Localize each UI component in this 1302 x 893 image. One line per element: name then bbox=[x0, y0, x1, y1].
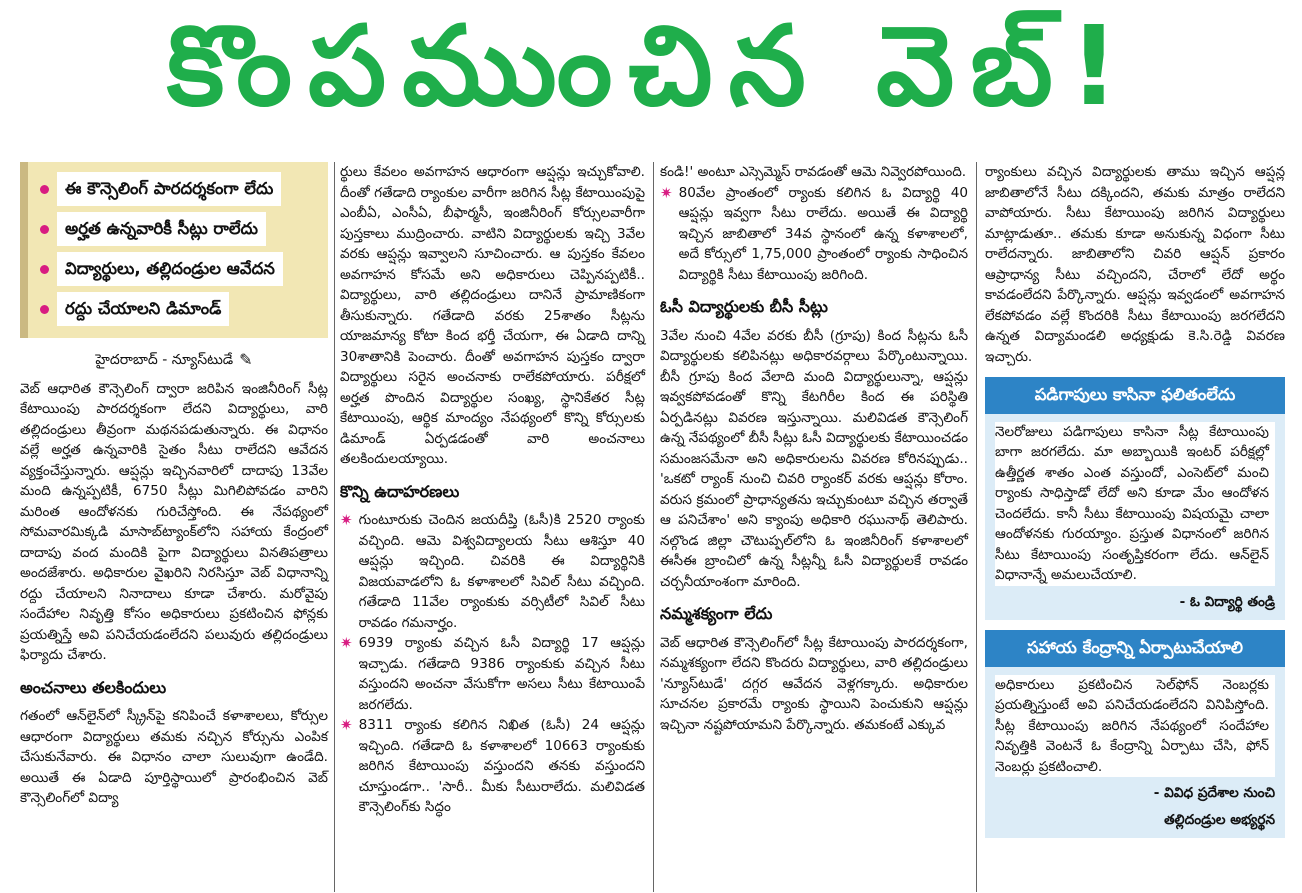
subhead: అంచనాలు తలకిందులు bbox=[20, 677, 167, 697]
paragraph: వెబ్ ఆధారిత కౌన్సెలింగ్‌లో సీట్ల కేటాయింపు పారదర్శకంగా, నమ్మశక్యంగా లేదని కొందరు విద్యార్థులు, వారి తల్లిదండ్రులు 'న్యూస్‌టుడే' దగ్గర ఆవేదన వెళ్లగక్కారు. అధికారుల సూచనల ప్రకారమే ర్యాంకు స్థాయిని పెంచుకుని ఆప్షన్లు ఇచ్చినా నష్టపోయామని పేర్కొన్నారు. తమకంటే ఎక్కువ bbox=[660, 634, 968, 733]
dateline-text: హైదరాబాద్ - న్యూస్‌టుడే bbox=[95, 352, 234, 368]
subhead: కొన్ని ఉదాహరణలు bbox=[340, 481, 460, 501]
pink-dot-icon bbox=[40, 305, 49, 314]
pink-star-icon: ✷ bbox=[340, 634, 353, 652]
paragraph: గతంలో ఆన్‌లైన్‌లో స్క్రీన్‌పై కనిపించే కళాశాలలు, కోర్సుల ఆధారంగా విద్యార్థులు తమకు నచ్చిన కోర్సును ఎంపిక చేసుకునేవారు. ఈ విధానం చాలా సులువుగా ఉండేది. అయితే ఈ ఏడాది పూర్తిస్థాయిలో ప్రారంభించిన వెబ్ కౌన్సెలింగ్‌లో విద్యా bbox=[20, 708, 328, 806]
dateline bbox=[20, 350, 328, 371]
pink-dot-icon bbox=[40, 265, 49, 274]
box-signature: తల్లిదండ్రుల అభ్యర్థన bbox=[1164, 811, 1275, 828]
box-body: నెలరోజులు పడిగాపులు కాసినా సీట్ల కేటాయింపు బాగా జరగలేదు. మా అబ్బాయికి ఇంటర్ పరీక్షల్లో ఉత్తీర్ణత శాతం ఎంత వస్తుందో, ఎంసెట్‌లో మంచి ర్యాంకు సాధిస్తాడో లేదో అని కూడా మేం ఆందోళన చెందలేదు. కానీ సీటు కేటాయింపు విషయమై చాలా ఆందోళనకు గురయ్యాం. ప్రస్తుత విధానంలో జరిగిన సీటు కేటాయింపు సంతృప్తికరంగా లేదు. ఆన్‌లైన్ విధానాన్నే అమలుచేయాలి. bbox=[995, 422, 1275, 586]
column-3 bbox=[660, 162, 968, 735]
subhead: ఓసీ విద్యార్థులకు బీసీ సీట్లు bbox=[660, 297, 828, 316]
column-1 bbox=[20, 162, 328, 809]
subhead: నమ్మశక్యంగా లేదు bbox=[660, 604, 773, 623]
paragraph: 3వేల నుంచి 4వేల వరకు బీసీ (గ్రూపు) కింద సీట్లను ఓసీ విద్యార్థులకు కలిపినట్లు అధికారవర్గాలు పేర్కొంటున్నాయి. బీసీ గ్రూపు కింద వేలాది మంది విద్యార్థులున్నా, ఆప్షన్లు ఇవ్వకపోవడంతో కొన్ని కేటగిరీల కింద ఈ పరిస్థితి ఏర్పడినట్లు వివరణ ఇస్తున్నాయి. మలివిడత కౌన్సెలింగ్ ఉన్న నేపథ్యంలో బీసీ సీట్లు ఓసీ విద్యార్థులకు కేటాయించడం సమంజసమేనా అని అధికారులను వివరణ కోరినప్పుడు.. 'ఒకటో ర్యాంక్ నుంచి చివరి ర్యాంకర్ వరకు ఆప్షన్లు కోరాం. వరుస క్రమంలో ప్రాధాన్యతను ఇచ్చుకుంటూ వచ్చిన తర్వాతే ఆ పనిచేశాం' అని క్యాంపు అధికారి రఘునాథ్ తెలిపారు. నల్గొండ జిల్లా చౌటుప్పల్‌లోని ఓ ఇంజినీరింగ్ కళాశాలలో ఈసీఈ బ్రాంచిలో ఉన్న సీట్లన్నీ ఓసీ విద్యార్థులకే రావడం చర్చనీయాంశంగా మారింది. bbox=[660, 327, 968, 590]
highlight-item: విద్యార్థులు, తల్లిదండ్రుల ఆవేదన bbox=[40, 252, 320, 286]
pen-icon: ✎ bbox=[239, 350, 253, 369]
pink-star-icon: ✷ bbox=[660, 183, 673, 202]
lead-paragraph: వెబ్ ఆధారిత కౌన్సెలింగ్ ద్వారా జరిపిన ఇంజినీరింగ్ సీట్ల కేటాయింపు పారదర్శకంగా లేదని విద్యార్థులు, వారి తల్లిదండ్రులు తీవ్రంగా మథనపడుతున్నారు. ఈ విధానం వల్లే అర్హత ఉన్నవారికి సైతం సీటు రాలేదని ఆవేదన వ్యక్తంచేస్తున్నారు. ఆప్షన్లు ఇచ్చినవారిలో దాదాపు 13వేల మంది ఉన్నప్పటికీ, 6750 సీట్లు మిగిలిపోవడం వారిని మరింత ఆందోళనకు గురిచేస్తోంది. ఈ నేపథ్యంలో సోమవారమిక్కడి మాసాబ్‌ట్యాంక్‌లోని సహాయ కేంద్రంలో దాదాపు వంద మందికి పైగా విద్యార్థులు వినతిపత్రాలు అందజేశారు. అధికారుల వైఖరిని నిరసిస్తూ వెబ్ విధానాన్ని రద్దు చేయాలని నినాదాలు కూడా చేశారు. మరోవైపు సందేహాల నివృత్తి కోసం అధికారులు ప్రకటించిన ఫోన్లకు ప్రయత్నిస్తే అవి పనిచేయడంలేదని పలువురు తల్లిదండ్రులు ఫిర్యాదు చేశారు. bbox=[20, 380, 328, 663]
quote-box bbox=[985, 377, 1285, 620]
highlight-item: ఈ కౌన్సెలింగ్ పారదర్శకంగా లేదు bbox=[40, 172, 320, 206]
paragraph: కండి!' అంటూ ఎస్సెమ్మెస్ రావడంతో ఆమె నివ్వెరపోయింది. bbox=[660, 164, 967, 180]
box-signature: - ఓ విద్యార్థి తండ్రి bbox=[1179, 593, 1275, 610]
box-signature: - వివిధ ప్రదేశాల నుంచి bbox=[1153, 785, 1275, 801]
box-title: సహాయ కేంద్రాన్ని ఏర్పాటుచేయాలి bbox=[985, 630, 1285, 667]
paragraph: ర్థులు కేవలం అవగాహన ఆధారంగా ఆప్షన్లు ఇచ్చుకోవాలి. దీంతో గతేడాది ర్యాంకుల వారీగా జరిగిన సీట్ల కేటాయింపుపై ఎంబీఏ, ఎంసీఏ, బీఫార్మసీ, ఇంజినీరింగ్ కోర్సులవారీగా పుస్తకాలు ముద్రించారు. వాటిని విద్యార్థులకు ఇచ్చి 3వేల వరకు ఆప్షన్లు ఇవ్వాలని సూచించారు. ఆ పుస్తకం కేవలం అవగాహన కోసమే అని అధికారులు చెప్పినప్పటికీ.. విద్యార్థులు, వారి తల్లిదండ్రులు దానినే ప్రామాణికంగా తీసుకున్నారు. గతేడాది వరకు 25శాతం సీట్లను యాజమాన్య కోటా కింద భర్తీ చేయగా, ఈ ఏడాది దాన్ని 30శాతానికి పెంచారు. దీంతో అవగాహన పుస్తకం ద్వారా విద్యార్థులు సరైన అంచనాకు రాలేకపోయారు. పరీక్షలో అర్హత పొందిన విద్యార్థుల సంఖ్య, స్థానికేతర సీట్ల కేటాయింపు, ఆర్థిక మాంద్యం నేపథ్యంలో కొన్ని కోర్సులకు డిమాండ్ ఏర్పడడంతో వారి అంచనాలు తలకిందులయ్యాయి. bbox=[340, 164, 645, 467]
column-divider bbox=[653, 162, 654, 892]
quote-box bbox=[985, 630, 1285, 838]
box-title: పడిగాపులు కాసినా ఫలితంలేదు bbox=[985, 377, 1285, 414]
pink-star-icon: ✷ bbox=[340, 716, 353, 734]
pink-dot-icon bbox=[40, 185, 49, 194]
highlight-item: అర్హత ఉన్నవారికీ సీట్లు రాలేదు bbox=[40, 212, 320, 246]
column-divider bbox=[334, 162, 335, 892]
pink-star-icon: ✷ bbox=[340, 511, 353, 529]
column-4 bbox=[985, 162, 1285, 838]
column-divider bbox=[976, 162, 977, 892]
page-headline: కొంపముంచిన వెబ్! bbox=[166, 2, 1136, 130]
paragraph: ర్యాంకులు వచ్చిన విద్యార్థులకు తాము ఇచ్చిన ఆప్షన్ల జాబితాలోనే సీటు దక్కిందని, తమకు మాత్రం రాలేదని వాపోయారు. సీటు కేటాయింపు జరిగిన విద్యార్థులు మాట్లాడుతూ.. తమకు కూడా అనుకున్న విధంగా సీటు రాలేదన్నారు. జాబితాలోని చివరి ఆప్షన్ ప్రకారం ఆప్రాధాన్య సీటు వచ్చిందని, చేరాలో లేదో అర్థం కావడంలేదని పేర్కొన్నారు. ఆప్షన్లు ఇవ్వడంలో అవగాహన లేకపోవడం వల్లే కొందరికి సీటు కేటాయింపు జరగలేదని ఉన్నత విద్యామండలి అధ్యక్షుడు కె.సి.రెడ్డి వివరణ ఇచ్చారు. bbox=[985, 164, 1285, 365]
example-item: ✷ 6939 ర్యాంకు వచ్చిన ఓసీ విద్యార్థి 17 ఆప్షన్లు ఇచ్చాడు. గతేడాది 9386 ర్యాంకుకు వచ్చిన సీటు వస్తుందని అంచనా వేసుకోగా అసలు సీటు కేటాయింపే జరగలేదు. bbox=[340, 633, 645, 715]
highlights-box bbox=[20, 162, 328, 338]
box-body: అధికారులు ప్రకటించిన సెల్‌ఫోన్ నెంబర్లకు ప్రయత్నిస్తుంటే అవి పనిచేయడంలేదని వినిపిస్తోంది. సీట్ల కేటాయింపు జరిగిన నేపథ్యంలో సందేహాల నివృత్తికి వెంటనే ఓ కేంద్రాన్ని ఏర్పాటు చేసి, ఫోన్ నెంబర్లు ప్రకటించాలి. bbox=[995, 675, 1275, 778]
pink-dot-icon bbox=[40, 225, 49, 234]
column-2 bbox=[340, 162, 645, 818]
example-item: ✷ 80వేల ప్రాంతంలో ర్యాంకు కలిగిన ఓ విద్యార్థి 40 ఆప్షన్లు ఇవ్వగా సీటు రాలేదు. అయితే ఈ విద్యార్థి ఇచ్చిన జాబితాలో 34వ స్థానంలో ఉన్న కళాశాలలో, అదే కోర్సులో 1,75,000 ప్రాంతంలో ర్యాంకు సాధించిన విద్యార్థికి సీటు కేటాయింపు జరిగింది. bbox=[660, 183, 968, 286]
example-item: ✷ 8311 ర్యాంకు కలిగిన నిఖిత (ఓసీ) 24 ఆప్షన్లు ఇచ్చింది. గతేడాది ఓ కళాశాలలో 10663 ర్యాంకుకు జరిగిన కేటాయింపు వస్తుందని తనకు వస్తుందని చూస్తుండగా.. 'సారీ.. మీకు సీటురాలేదు. మలివిడత కౌన్సెలింగ్‌కు సిద్ధం bbox=[340, 715, 645, 818]
highlight-item: రద్దు చేయాలని డిమాండ్ bbox=[40, 292, 320, 326]
example-item: ✷ గుంటూరుకు చెందిన జయదీప్తి (ఓసీ)కి 2520 ర్యాంకు వచ్చింది. ఆమె విశ్వవిద్యాలయ సీటు ఆశిస్తూ 40 ఆప్షన్లు ఇచ్చింది. చివరికి ఈ విద్యార్థినికి విజయవాడలోని ఓ కళాశాలలో సివిల్ సీటు వచ్చింది. గతేడాది 11వేల ర్యాంకుకు వర్సిటీలో సివిల్ సీటు రావడం గమనార్హం. bbox=[340, 510, 645, 633]
